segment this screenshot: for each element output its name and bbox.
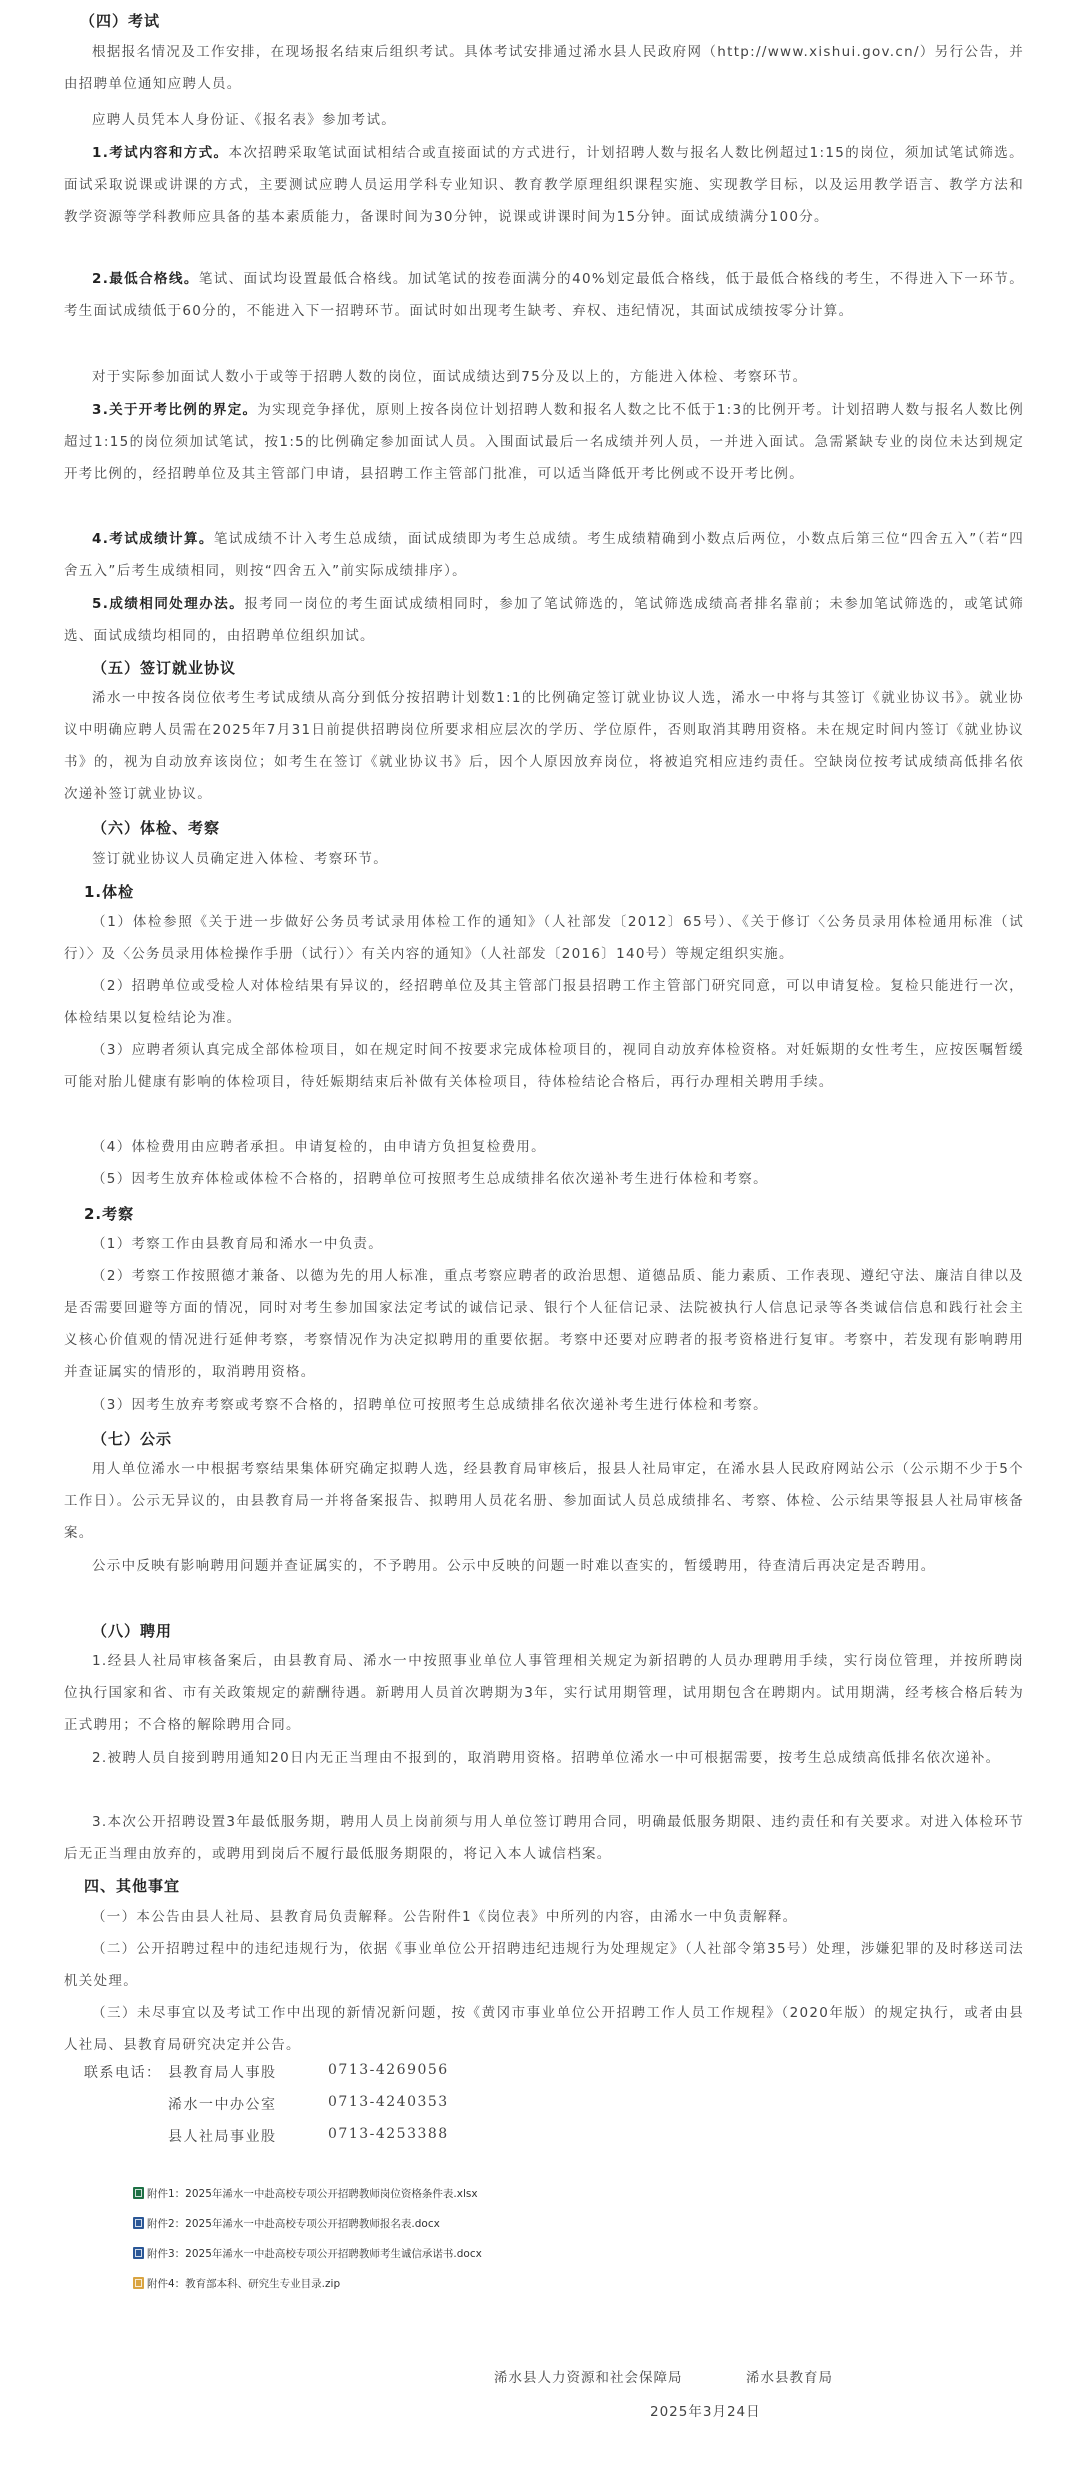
- sec4-item-5-body: 报考同一岗位的考生面试成绩相同时，参加了笔试筛选的，笔试筛选成绩高者排名靠前；未参加笔试筛选的，或笔试筛选、面试成绩均相同的，由招聘单位组织加试。: [64, 596, 1024, 644]
- contact-row: [168, 2094, 488, 2116]
- sec8-paragraph-3: 3.本次公开招聘设置3年最低服务期，聘用人员上岗前须与用人单位签订聘用合同，明确最低服务期限、违约责任和有关要求。对进入体检环节后无正当理由放弃的，或聘用到岗后不履行最低服务期限的，将记入本人诚信档案。: [64, 1814, 1024, 1862]
- sec5-paragraph-1: 浠水一中按各岗位依考生考试成绩从高分到低分按招聘计划数1:1的比例确定签订就业协议人选，浠水一中将与其签订《就业协议书》。就业协议中明确应聘人员需在2025年7月31日前提供招聘岗位所要求相应层次的学历、学位原件，否则取消其聘用资格。未在规定时间内签订《就业协议书》的，视为自动放弃该岗位；如考生在签订《就业协议书》后，因个人原因放弃岗位，将被追究相应违约责任。空缺岗位按考试成绩高低排名依次递补签订就业协议。: [64, 690, 1024, 802]
- sec4-paragraph-1: 根据报名情况及工作安排，在现场报名结束后组织考试。具体考试安排通过浠水县人民政府网（http://www.xishui.gov.cn/）另行公告，并由招聘单位通知应聘人员。: [64, 44, 1024, 92]
- other-paragraph-3: （三）未尽事宜以及考试工作中出现的新情况新问题，按《黄冈市事业单位公开招聘工作人员工作规程》（2020年版）的规定执行，或者由县人社局、县教育局研究决定并公告。: [64, 2005, 1024, 2053]
- sec4-item-5: [64, 588, 1024, 652]
- sec4-item-2-body: 笔试、面试均设置最低合格线。加试笔试的按卷面满分的40%划定最低合格线，低于最低合格线的考生，不得进入下一环节。考生面试成绩低于60分的，不能进入下一招聘环节。面试时如出现考生缺考、弃权、违纪情况，其面试成绩按零分计算。: [64, 271, 1024, 319]
- other-paragraph-1: （一）本公告由县人社局、县教育局负责解释。公告附件1《岗位表》中所列的内容，由浠水一中负责解释。: [92, 1909, 798, 1925]
- sec4-paragraph-2: 应聘人员凭本人身份证、《报名表》参加考试。: [92, 112, 397, 128]
- sec4-item-1-title: 1.考试内容和方式。: [92, 145, 229, 161]
- sec6-inspection-1: （1）考察工作由县教育局和浠水一中负责。: [92, 1236, 384, 1252]
- contact-org: 县人社局事业股: [168, 2129, 277, 2145]
- sec8-paragraph-2: 2.被聘人员自接到聘用通知20日内无正当理由不报到的，取消聘用资格。招聘单位浠水一中可根据需要，按考生总成绩高低排名依次递补。: [92, 1750, 1001, 1766]
- sec7-paragraph-1: 用人单位浠水一中根据考察结果集体研究确定拟聘人选，经县教育局审核后，报县人社局审定，在浠水县人民政府网站公示（公示期不少于5个工作日）。公示无异议的，由县教育局一并将备案报告、拟聘用人员花名册、参加面试人员总成绩排名、考察、体检、公示结果等报县人社局审核备案。: [64, 1461, 1024, 1541]
- contact-row: [168, 2126, 488, 2148]
- section-8-title: （八）聘用: [92, 1622, 173, 1640]
- attachment-link[interactable]: [133, 2186, 478, 2201]
- docx-file-icon: [133, 2217, 144, 2229]
- section-7-title: （七）公示: [92, 1430, 173, 1448]
- sec4-item-5-title: 5.成绩相同处理办法。: [92, 596, 245, 612]
- sec4-item-4: [64, 523, 1024, 587]
- sec4-item-2: [64, 263, 1024, 327]
- sec6-inspection-2: （2）考察工作按照德才兼备、以德为先的用人标准，重点考察应聘者的政治思想、道德品质、能力素质、工作表现、遵纪守法、廉洁自律以及是否需要回避等方面的情况，同时对考生参加国家法定考试的诚信记录、银行个人征信记录、法院被执行人信息记录等各类诚信信息和践行社会主义核心价值观的情况进行延伸考察，考察情况作为决定拟聘用的重要依据。考察中还要对应聘者的报考资格进行复审。考察中，若发现有影响聘用并查证属实的情形的，取消聘用资格。: [64, 1268, 1024, 1380]
- issuer-hrss-bureau: 浠水县人力资源和社会保障局: [494, 2370, 683, 2386]
- section-6-title: （六）体检、考察: [92, 819, 221, 837]
- attachment-label: 附件2：2025年浠水一中赴高校专项公开招聘教师报名表.docx: [147, 2218, 440, 2230]
- sec6-paragraph-1: 签订就业协议人员确定进入体检、考察环节。: [92, 851, 388, 867]
- contact-org: 县教育局人事股: [168, 2065, 277, 2081]
- attachment-label: 附件3：2025年浠水一中赴高校专项公开招聘教师考生诚信承诺书.docx: [147, 2248, 482, 2260]
- sec6-inspection-3: （3）因考生放弃考察或考察不合格的，招聘单位可按照考生总成绩排名依次递补考生进行体检和考察。: [92, 1397, 768, 1413]
- issuer-education-bureau: 浠水县教育局: [746, 2370, 833, 2386]
- zip-file-icon: [133, 2277, 144, 2289]
- sec8-paragraph-1: 1.经县人社局审核备案后，由县教育局、浠水一中按照事业单位人事管理相关规定为新招聘的人员办理聘用手续，实行岗位管理，并按所聘岗位执行国家和省、市有关政策规定的薪酬待遇。新聘用人员首次聘期为3年，实行试用期管理，试用期包含在聘期内。试用期满，经考核合格后转为正式聘用；不合格的解除聘用合同。: [64, 1653, 1024, 1733]
- contact-phone: 0713-4269056: [328, 2062, 449, 2078]
- attachment-link[interactable]: [133, 2216, 440, 2231]
- sec4-item-1: [64, 137, 1024, 233]
- sec6-subtitle-medical: 1.体检: [84, 883, 135, 901]
- contact-label: 联系电话：: [84, 2065, 162, 2081]
- contact-phone: 0713-4253388: [328, 2126, 449, 2142]
- attachment-link[interactable]: [133, 2276, 340, 2291]
- sec4-item-3-title: 3.关于开考比例的界定。: [92, 402, 258, 418]
- section-other-title: 四、其他事宜: [84, 1877, 181, 1895]
- attachment-label: 附件4：教育部本科、研究生专业目录.zip: [147, 2278, 341, 2290]
- docx-file-icon: [133, 2247, 144, 2259]
- sec6-medical-2: （2）招聘单位或受检人对体检结果有异议的，经招聘单位及其主管部门报县招聘工作主管部门研究同意，可以申请复检。复检只能进行一次，体检结果以复检结论为准。: [64, 978, 1024, 1026]
- sec4-item-3: [64, 394, 1024, 490]
- sec6-medical-4: （4）体检费用由应聘者承担。申请复检的，由申请方负担复检费用。: [92, 1139, 546, 1155]
- attachment-link[interactable]: [133, 2246, 482, 2261]
- sec4-item-4-body: 笔试成绩不计入考生总成绩，面试成绩即为考生总成绩。考生成绩精确到小数点后两位，小数点后第三位“四舍五入”（若“四舍五入”后考生成绩相同，则按“四舍五入”前实际成绩排序）。: [64, 531, 1024, 579]
- sec6-subtitle-inspection: 2.考察: [84, 1205, 135, 1223]
- sec6-medical-3: （3）应聘者须认真完成全部体检项目，如在规定时间不按要求完成体检项目的，视同自动放弃体检资格。对妊娠期的女性考生，应按医嘱暂缓可能对胎儿健康有影响的体检项目，待妊娠期结束后补做有关体检项目，待体检结论合格后，再行办理相关聘用手续。: [64, 1042, 1024, 1090]
- issue-date: 2025年3月24日: [650, 2404, 761, 2420]
- sec4-item-3-body: 为实现竞争择优，原则上按各岗位计划招聘人数和报名人数之比不低于1:3的比例开考。计划招聘人数与报名人数比例超过1:15的岗位须加试笔试，按1:5的比例确定参加面试人员。入围面试最后一名成绩并列人员，一并进入面试。急需紧缺专业的岗位未达到规定开考比例的，经招聘单位及其主管部门申请，县招聘工作主管部门批准，可以适当降低开考比例或不设开考比例。: [64, 402, 1025, 482]
- section-4-title: （四）考试: [80, 12, 161, 30]
- contact-phone: 0713-4240353: [328, 2094, 449, 2110]
- sec7-paragraph-2: 公示中反映有影响聘用问题并查证属实的，不予聘用。公示中反映的问题一时难以查实的，暂缓聘用，待查清后再决定是否聘用。: [92, 1558, 936, 1574]
- contact-row: [168, 2062, 488, 2084]
- sec6-medical-5: （5）因考生放弃体检或体检不合格的，招聘单位可按照考生总成绩排名依次递补考生进行体检和考察。: [92, 1171, 768, 1187]
- sec6-medical-1: （1）体检参照《关于进一步做好公务员考试录用体检工作的通知》（人社部发〔2012〕65号）、《关于修订〈公务员录用体检通用标准（试行）〉及〈公务员录用体检操作手册（试行）〉有关内容的通知》（人社部发〔2016〕140号）等规定组织实施。: [64, 914, 1024, 962]
- xlsx-file-icon: [133, 2187, 144, 2199]
- sec4-paragraph-3: 对于实际参加面试人数小于或等于招聘人数的岗位，面试成绩达到75分及以上的，方能进入体检、考察环节。: [92, 369, 808, 385]
- sec4-item-2-title: 2.最低合格线。: [92, 271, 199, 287]
- section-5-title: （五）签订就业协议: [92, 659, 237, 677]
- sec4-item-4-title: 4.考试成绩计算。: [92, 531, 214, 547]
- contact-org: 浠水一中办公室: [168, 2097, 277, 2113]
- attachment-label: 附件1：2025年浠水一中赴高校专项公开招聘教师岗位资格条件表.xlsx: [147, 2188, 478, 2200]
- sec4-item-1-body: 本次招聘采取笔试面试相结合或直接面试的方式进行，计划招聘人数与报名人数比例超过1:15的岗位，须加试笔试筛选。面试采取说课或讲课的方式，主要测试应聘人员运用学科专业知识、教育教学原理组织课程实施、实现教学目标，以及运用教学语言、教学方法和教学资源等学科教师应具备的基本素质能力，备课时间为30分钟，说课或讲课时间为15分钟。面试成绩满分100分。: [64, 145, 1024, 225]
- other-paragraph-2: （二）公开招聘过程中的违纪违规行为，依据《事业单位公开招聘违纪违规行为处理规定》（人社部令第35号）处理，涉嫌犯罪的及时移送司法机关处理。: [64, 1941, 1024, 1989]
